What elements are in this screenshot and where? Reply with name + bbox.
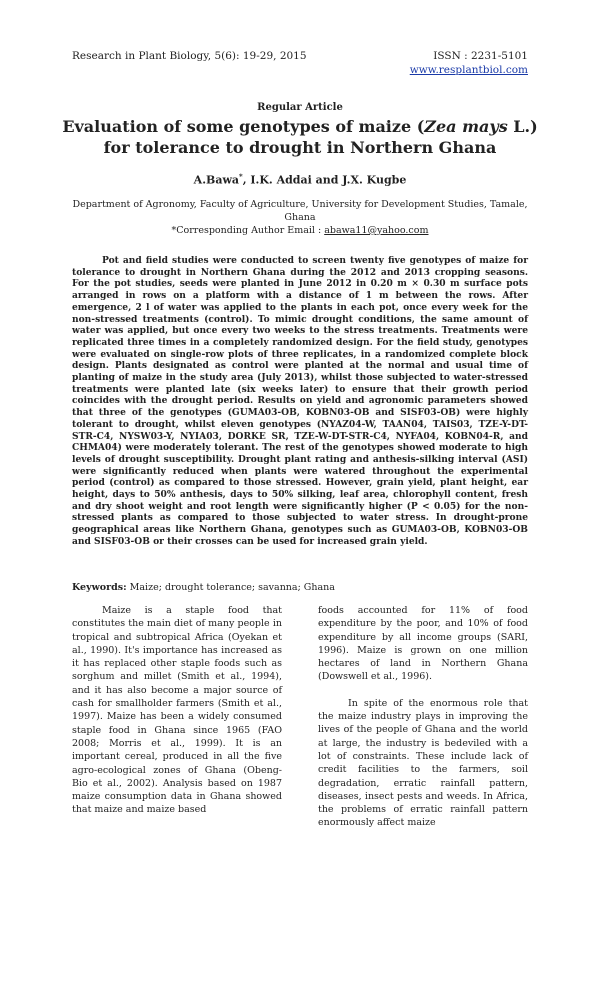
email-link[interactable]: abawa11@yahoo.com	[324, 225, 429, 236]
article-type: Regular Article	[257, 102, 343, 113]
keywords-text: Maize; drought tolerance; savanna; Ghana	[126, 582, 335, 593]
affiliation: Department of Agronomy, Faculty of Agriculture, University for Development Studies, Tamale, Ghana	[72, 199, 528, 223]
keywords	[72, 582, 528, 593]
corresponding-email: *Corresponding Author Email : abawa11@yahoo.com	[171, 225, 429, 236]
corresponding-mark: *	[239, 172, 243, 181]
keywords-label: Keywords:	[72, 582, 127, 593]
body-right-column	[318, 604, 528, 830]
issn: ISSN : 2231-5101	[433, 50, 528, 62]
body-paragraph: foods accounted for 11% of food expenditure by the poor, and 10% of food expenditure by all income groups (SARI, 1996). Maize is grown on one million hectares of land in Northern Ghana (Dowswell et al., 1996).	[318, 605, 528, 683]
abstract: Pot and field studies were conducted to screen twenty five genotypes of maize for tolerance to drought in Northern Ghana during the 2012 and 2013 cropping seasons. For the pot studies, seeds were planted in June 2012 in 0.20 m × 0.30 m surface pots arranged in rows on a platform with a distance of 1 m between the rows. After emergence, 2 l of water was applied to the plants in each pot, once every week for the non-stressed treatments (control). To mimic drought conditions, the same amount of water was applied, but once every two weeks to the stress treatments. Treatments were replicated three times in a completely randomized design. For the field study, genotypes were evaluated on single-row plots of three replicates, in a randomized complete block design. Plants designated as control were planted at the normal and usual time of planting of maize in the study area (July 2013), whilst those subjected to water-stressed treatments were planted late (six weeks later) to ensure that their growth period coincides with the drought period. Results on yield and agronomic parameters showed that three of the genotypes (GUMA03-OB, KOBN03-OB and SISF03-OB) were highly tolerant to drought, whilst eleven genotypes (NYAZ04-W, TAAN04, TAIS03, TZE-Y-DT-STR-C4, NYSW03-Y, NYIA03, DORKE SR, TZE-W-DT-STR-C4, NYFA04, KOBN04-R, and CHMA04) were moderately tolerant. The rest of the genotypes showed moderate to high levels of drought susceptibility. Drought plant rating and anthesis-silking interval (ASI) were significantly reduced when plants were watered throughout the experimental period (control) as compared to those stressed. However, grain yield, plant height, ear height, days to 50% anthesis, days to 50% silking, leaf area, chlorophyll content, fresh and dry shoot weight and root length were significantly higher (P < 0.05) for the non-stressed plants as compared to those subjected to water stress. In drought-prone geographical areas like Northern Ghana, genotypes such as GUMA03-OB, KOBN03-OB and SISF03-OB or their crosses can be used for increased grain yield.	[72, 255, 528, 547]
body-paragraph: In spite of the enormous role that the maize industry plays in improving the lives of the people of Ghana and the world at large, the industry is bedeviled with a lot of constraints. These include lack of credit facilities to the farmers, soil degradation, erratic rainfall pattern, diseases, insect pests and weeds. In Africa, the problems of erratic rainfall pattern enormously affect maize	[318, 697, 528, 829]
body-left-column: Maize is a staple food that constitutes the main diet of many people in tropical and subtropical Africa (Oyekan et al., 1990). It's importance has increased as it has replaced other staple foods such as sorghum and millet (Smith et al., 1994), and it has also become a major source of cash for smallholder farmers (Smith et al., 1997). Maize has been a widely consumed staple food in Ghana since 1965 (FAO 2008; Morris et al., 1999). It is an important cereal, produced in all the five agro-ecological zones of Ghana (Obeng- Bio et al., 2002). Analysis based on 1987 maize consumption data in Ghana showed that maize and maize based	[72, 605, 282, 816]
species-name: Zea mays	[424, 117, 508, 136]
author-list: A.Bawa*, I.K. Addai and J.X. Kugbe	[193, 172, 407, 187]
journal-citation: Research in Plant Biology, 5(6): 19-29, 2015	[72, 50, 307, 62]
paper-title: Evaluation of some genotypes of maize (Zea mays L.) for tolerance to drought in Northern Ghana	[62, 117, 538, 157]
journal-url-link[interactable]: www.resplantbiol.com	[409, 64, 528, 76]
